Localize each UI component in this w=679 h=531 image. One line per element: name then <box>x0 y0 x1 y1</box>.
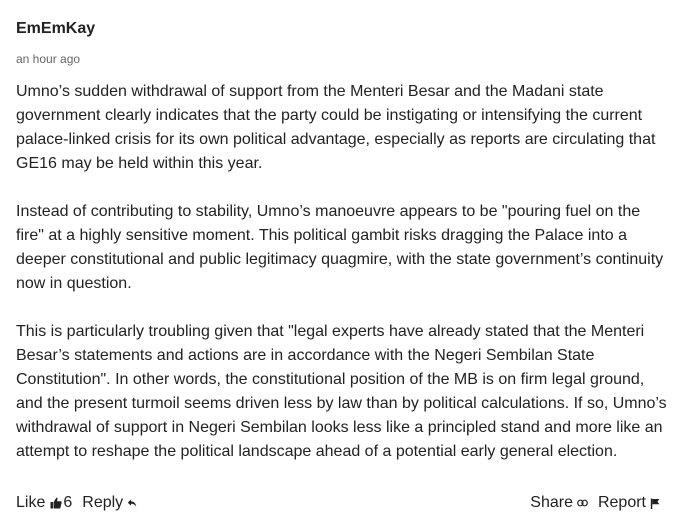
reply-button[interactable] <box>82 491 137 515</box>
thumbs-up-icon <box>50 497 62 509</box>
like-count: 6 <box>63 494 73 511</box>
like-label: Like <box>16 494 46 511</box>
report-label: Report <box>597 494 646 511</box>
comment-actions-right <box>530 491 660 515</box>
like-button[interactable] <box>16 491 72 515</box>
share-link-icon <box>577 499 588 507</box>
reply-label: Reply <box>82 494 124 511</box>
comment-paragraph: This is particularly troubling given that "legal experts have already stated that the Menteri Besar’s statements and actions are in accordance with the Negeri Sembilan State Constitution". In other words, the constitutional position of the MB is on firm legal ground, and the present turmoil seems driven less by law than by political calculations. If so, Umno’s withdrawal of support in Negeri Sembilan looks less like a principled stand and more like an attempt to reshape the political landscape ahead of a potential early general election. <box>16 323 667 460</box>
comment-actions <box>16 491 660 515</box>
share-button[interactable] <box>530 491 588 515</box>
comment-paragraph: Umno’s sudden withdrawal of support from the Menteri Besar and the Madani state government clearly indicates that the party could be instigating or intensifying the current palace-linked crisis for its own political advantage, especially as reports are circulating that GE16 may be held within this year. <box>16 83 656 172</box>
comment-actions-left <box>16 491 137 515</box>
share-label: Share <box>530 494 573 511</box>
flag-icon <box>650 498 660 509</box>
comment-author[interactable]: EmEmKay <box>16 20 96 37</box>
reply-arrow-icon <box>127 498 137 508</box>
comment-paragraph: Instead of contributing to stability, Umno’s manoeuvre appears to be "pouring fuel on the fire" at a highly sensitive moment. This political gambit risks dragging the Palace into a deeper constitutional and public legitimacy quagmire, with the state government’s continuity now in question. <box>16 203 664 292</box>
comment-body <box>16 80 671 464</box>
comment-timestamp: an hour ago <box>16 52 81 66</box>
report-button[interactable] <box>598 491 660 515</box>
